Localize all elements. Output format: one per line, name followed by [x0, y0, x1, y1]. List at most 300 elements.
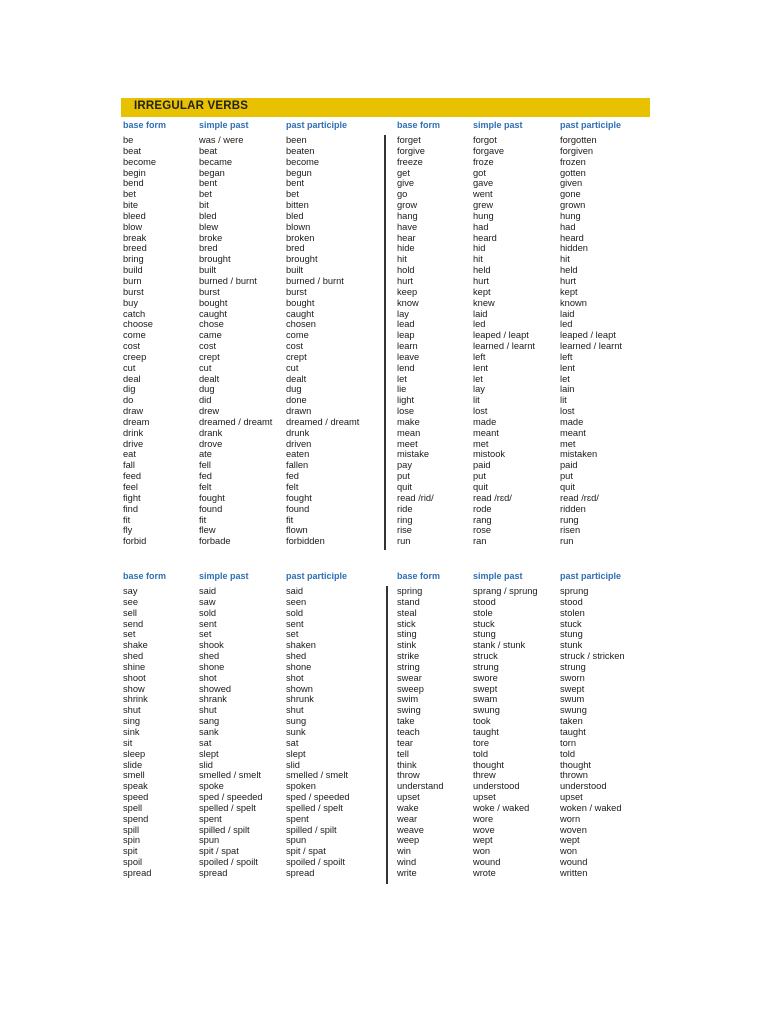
past-participle-cell: fed: [286, 471, 299, 482]
base-form-cell: forgive: [397, 145, 425, 156]
verb-row: [395, 460, 659, 471]
base-form-cell: hear: [397, 232, 416, 243]
verb-row: [121, 211, 385, 222]
verb-row: [121, 781, 385, 792]
base-form-cell: shrink: [123, 694, 148, 705]
base-form-cell: slide: [123, 759, 143, 770]
verb-row: [395, 694, 659, 705]
past-participle-cell: run: [560, 536, 574, 547]
past-participle-cell: lain: [560, 384, 575, 395]
verb-row: [121, 651, 385, 662]
base-form-cell: upset: [397, 792, 420, 803]
verb-row: [121, 135, 385, 146]
verb-row: [395, 352, 659, 363]
base-form-cell: shed: [123, 651, 144, 662]
verb-row: [395, 189, 659, 200]
past-participle-cell: taken: [560, 716, 583, 727]
past-participle-cell: known: [560, 297, 587, 308]
simple-past-cell: spelled / spelt: [199, 802, 256, 813]
verb-row: [395, 825, 659, 836]
simple-past-cell: bred: [199, 243, 218, 254]
past-participle-cell: left: [560, 351, 573, 362]
verb-rows: [121, 135, 385, 547]
simple-past-cell: upset: [473, 792, 496, 803]
past-participle-cell: done: [286, 395, 307, 406]
past-participle-cell: spread: [286, 867, 315, 878]
simple-past-cell: led: [473, 319, 486, 330]
verb-row: [395, 233, 659, 244]
simple-past-cell: told: [473, 748, 488, 759]
verb-row: [121, 352, 385, 363]
verb-row: [121, 835, 385, 846]
base-form-cell: ring: [397, 514, 413, 525]
base-form-cell: sweep: [397, 683, 424, 694]
header-past-participle: past participle: [286, 571, 348, 581]
base-form-cell: hold: [397, 265, 415, 276]
simple-past-cell: fed: [199, 471, 212, 482]
verb-row: [395, 515, 659, 526]
base-form-cell: swing: [397, 705, 421, 716]
verb-row: [395, 619, 659, 630]
base-form-cell: fall: [123, 460, 135, 471]
base-form-cell: wind: [397, 857, 417, 868]
past-participle-cell: eaten: [286, 449, 310, 460]
simple-past-cell: took: [473, 716, 491, 727]
header-base-form: base form: [123, 571, 167, 581]
base-form-cell: tell: [397, 748, 409, 759]
past-participle-cell: flown: [286, 525, 308, 536]
verb-row: [121, 265, 385, 276]
base-form-cell: understand: [397, 781, 444, 792]
simple-past-cell: did: [199, 395, 212, 406]
simple-past-cell: spun: [199, 835, 220, 846]
simple-past-cell: bet: [199, 189, 212, 200]
simple-past-cell: stole: [473, 607, 493, 618]
base-form-cell: cut: [123, 362, 136, 373]
verb-row: [395, 770, 659, 781]
simple-past-cell: dealt: [199, 373, 220, 384]
base-form-cell: sit: [123, 737, 133, 748]
base-form-cell: choose: [123, 319, 153, 330]
simple-past-cell: bent: [199, 178, 218, 189]
base-form-cell: show: [123, 683, 145, 694]
simple-past-cell: stuck: [473, 618, 495, 629]
simple-past-cell: shrank: [199, 694, 227, 705]
base-form-cell: lie: [397, 384, 407, 395]
past-participle-cell: sworn: [560, 672, 585, 683]
verb-row: [121, 222, 385, 233]
base-form-cell: meet: [397, 438, 418, 449]
past-participle-cell: blown: [286, 221, 311, 232]
verb-row: [395, 662, 659, 673]
base-form-cell: fly: [123, 525, 133, 536]
verb-row: [395, 200, 659, 211]
base-form-cell: steal: [397, 607, 417, 618]
base-form-cell: sting: [397, 629, 417, 640]
simple-past-cell: slept: [199, 748, 219, 759]
base-form-cell: take: [397, 716, 415, 727]
header-base-form: base form: [397, 120, 441, 130]
simple-past-cell: slid: [199, 759, 213, 770]
past-participle-cell: gone: [560, 189, 581, 200]
base-form-cell: spoil: [123, 857, 143, 868]
simple-past-cell: froze: [473, 156, 494, 167]
base-form-cell: shoot: [123, 672, 146, 683]
simple-past-cell: found: [199, 503, 223, 514]
verb-row: [121, 276, 385, 287]
verb-row: [395, 168, 659, 179]
base-form-cell: let: [397, 373, 407, 384]
simple-past-cell: woke / waked: [473, 802, 530, 813]
past-participle-cell: forgotten: [560, 135, 597, 145]
past-participle-cell: swung: [560, 705, 587, 716]
base-form-cell: think: [397, 759, 417, 770]
base-form-cell: spill: [123, 824, 140, 835]
base-form-cell: forbid: [123, 536, 147, 547]
past-participle-cell: paid: [560, 460, 578, 471]
verb-row: [395, 781, 659, 792]
header-simple-past: simple past: [473, 120, 523, 130]
base-form-cell: rise: [397, 525, 412, 536]
simple-past-cell: fought: [199, 492, 225, 503]
base-form-cell: teach: [397, 726, 420, 737]
verb-row: [121, 395, 385, 406]
past-participle-cell: written: [560, 867, 588, 878]
simple-past-cell: drove: [199, 438, 223, 449]
simple-past-cell: forgave: [473, 145, 505, 156]
past-participle-cell: stolen: [560, 607, 585, 618]
base-form-cell: spend: [123, 813, 149, 824]
past-participle-cell: met: [560, 438, 576, 449]
base-form-cell: forget: [397, 135, 421, 145]
base-form-cell: burst: [123, 286, 144, 297]
verb-row: [121, 749, 385, 760]
base-form-cell: string: [397, 661, 420, 672]
past-participle-cell: bet: [286, 189, 299, 200]
simple-past-cell: struck: [473, 651, 498, 662]
verb-row: [121, 189, 385, 200]
past-participle-cell: learned / learnt: [560, 341, 623, 352]
simple-past-cell: learned / learnt: [473, 341, 536, 352]
past-participle-cell: struck / stricken: [560, 651, 625, 662]
verb-row: [121, 857, 385, 868]
simple-past-cell: burst: [199, 286, 220, 297]
base-form-cell: deal: [123, 373, 141, 384]
base-form-cell: find: [123, 503, 138, 514]
simple-past-cell: lost: [473, 406, 488, 417]
base-form-cell: cost: [123, 341, 141, 352]
verb-row: [121, 330, 385, 341]
past-participle-cell: leaped / leapt: [560, 330, 616, 341]
verb-row: [395, 211, 659, 222]
verb-row: [121, 406, 385, 417]
verb-row: [395, 684, 659, 695]
base-form-cell: burn: [123, 275, 142, 286]
simple-past-cell: caught: [199, 308, 227, 319]
base-form-cell: shake: [123, 640, 148, 651]
past-participle-cell: burned / burnt: [286, 275, 344, 286]
past-participle-cell: let: [560, 373, 570, 384]
base-form-cell: make: [397, 416, 420, 427]
verb-row: [395, 406, 659, 417]
verb-row: [395, 243, 659, 254]
past-participle-cell: woken / waked: [560, 802, 622, 813]
verb-row: [121, 504, 385, 515]
past-participle-cell: sent: [286, 618, 304, 629]
past-participle-cell: found: [286, 503, 310, 514]
simple-past-cell: left: [473, 351, 486, 362]
simple-past-cell: spent: [199, 813, 222, 824]
simple-past-cell: swung: [473, 705, 500, 716]
past-participle-cell: forbidden: [286, 536, 325, 547]
simple-past-cell: set: [199, 629, 212, 640]
base-form-cell: break: [123, 232, 147, 243]
simple-past-cell: drew: [199, 406, 220, 417]
base-form-cell: spin: [123, 835, 141, 846]
past-participle-cell: spent: [286, 813, 309, 824]
simple-past-cell: gave: [473, 178, 494, 189]
base-form-cell: weep: [397, 835, 420, 846]
past-participle-cell: cut: [286, 362, 299, 373]
base-form-cell: smell: [123, 770, 145, 781]
past-participle-cell: dreamed / dreamt: [286, 416, 360, 427]
simple-past-cell: let: [473, 373, 483, 384]
simple-past-cell: paid: [473, 460, 491, 471]
past-participle-cell: kept: [560, 286, 578, 297]
verb-row: [121, 168, 385, 179]
simple-past-cell: was / were: [199, 135, 244, 145]
simple-past-cell: read /rɛd/: [473, 492, 512, 503]
verb-row: [121, 814, 385, 825]
verb-row: [395, 727, 659, 738]
verb-row: [121, 341, 385, 352]
simple-past-cell: cost: [199, 341, 217, 352]
past-participle-cell: bent: [286, 178, 305, 189]
past-participle-cell: dealt: [286, 373, 307, 384]
simple-past-cell: wrote: [473, 867, 496, 878]
past-participle-cell: ridden: [560, 503, 586, 514]
simple-past-cell: shut: [199, 705, 217, 716]
base-form-cell: swear: [397, 672, 422, 683]
verb-row: [121, 792, 385, 803]
verb-row: [395, 651, 659, 662]
verb-row: [395, 525, 659, 536]
base-form-cell: creep: [123, 351, 147, 362]
simple-past-cell: rang: [473, 514, 492, 525]
simple-past-cell: shone: [199, 661, 225, 672]
past-participle-cell: stuck: [560, 618, 582, 629]
base-form-cell: speak: [123, 781, 148, 792]
base-form-cell: speed: [123, 792, 149, 803]
past-participle-cell: spilled / spilt: [286, 824, 337, 835]
verb-row: [395, 254, 659, 265]
past-participle-cell: spun: [286, 835, 307, 846]
past-participle-cell: worn: [560, 813, 581, 824]
verb-row: [121, 868, 385, 879]
header-base-form: base form: [397, 571, 441, 581]
simple-past-cell: smelled / smelt: [199, 770, 261, 781]
base-form-cell: weave: [397, 824, 424, 835]
verb-row: [121, 146, 385, 157]
verb-row: [395, 835, 659, 846]
past-participle-cell: meant: [560, 427, 586, 438]
base-form-cell: ride: [397, 503, 413, 514]
simple-past-cell: met: [473, 438, 489, 449]
past-participle-cell: shaken: [286, 640, 316, 651]
past-participle-cell: bought: [286, 297, 315, 308]
past-participle-cell: sold: [286, 607, 304, 618]
simple-past-cell: sent: [199, 618, 217, 629]
past-participle-cell: smelled / smelt: [286, 770, 348, 781]
verb-row: [121, 460, 385, 471]
simple-past-cell: sold: [199, 607, 217, 618]
verb-row: [395, 135, 659, 146]
simple-past-cell: blew: [199, 221, 219, 232]
simple-past-cell: drank: [199, 427, 223, 438]
past-participle-cell: frozen: [560, 156, 586, 167]
past-participle-cell: chosen: [286, 319, 316, 330]
simple-past-cell: began: [199, 167, 225, 178]
verb-row: [121, 319, 385, 330]
verb-row: [121, 363, 385, 374]
simple-past-cell: rose: [473, 525, 492, 536]
past-participle-cell: set: [286, 629, 299, 640]
verb-row: [121, 525, 385, 536]
past-participle-cell: held: [560, 265, 578, 276]
base-form-cell: give: [397, 178, 415, 189]
base-form-cell: fight: [123, 492, 141, 503]
past-participle-cell: spelled / spelt: [286, 802, 343, 813]
base-form-cell: feed: [123, 471, 142, 482]
verb-row: [395, 146, 659, 157]
past-participle-cell: driven: [286, 438, 312, 449]
base-form-cell: put: [397, 471, 410, 482]
verb-row: [121, 384, 385, 395]
base-form-cell: mistake: [397, 449, 430, 460]
base-form-cell: freeze: [397, 156, 423, 167]
simple-past-cell: stung: [473, 629, 496, 640]
verb-row: [121, 738, 385, 749]
base-form-cell: swim: [397, 694, 419, 705]
simple-past-cell: sank: [199, 726, 219, 737]
past-participle-cell: put: [560, 471, 573, 482]
verb-row: [121, 417, 385, 428]
verb-row: [395, 428, 659, 439]
base-form-cell: beat: [123, 145, 142, 156]
base-form-cell: breed: [123, 243, 147, 254]
verb-row: [121, 597, 385, 608]
verb-row: [121, 803, 385, 814]
past-participle-cell: fit: [286, 514, 294, 525]
base-form-cell: sink: [123, 726, 140, 737]
simple-past-cell: dug: [199, 384, 215, 395]
verb-row: [395, 276, 659, 287]
verb-row: [121, 243, 385, 254]
simple-past-cell: spilled / spilt: [199, 824, 250, 835]
past-participle-cell: given: [560, 178, 583, 189]
simple-past-cell: beat: [199, 145, 218, 156]
verb-row: [395, 792, 659, 803]
base-form-cell: lend: [397, 362, 415, 373]
past-participle-cell: shone: [286, 661, 312, 672]
past-participle-cell: bitten: [286, 200, 309, 211]
simple-past-cell: sprang / sprung: [473, 586, 538, 596]
base-form-cell: wake: [397, 802, 419, 813]
verb-row: [395, 597, 659, 608]
base-form-cell: know: [397, 297, 419, 308]
past-participle-cell: swept: [560, 683, 585, 694]
base-form-cell: spread: [123, 867, 152, 878]
simple-past-cell: kept: [473, 286, 491, 297]
verb-row: [121, 233, 385, 244]
verb-row: [121, 608, 385, 619]
past-participle-cell: heard: [560, 232, 584, 243]
base-form-cell: sleep: [123, 748, 146, 759]
past-participle-cell: been: [286, 135, 307, 145]
past-participle-cell: caught: [286, 308, 314, 319]
verb-row: [395, 608, 659, 619]
simple-past-cell: made: [473, 416, 497, 427]
base-form-cell: be: [123, 135, 134, 145]
simple-past-cell: hit: [473, 254, 483, 265]
verb-row: [395, 749, 659, 760]
past-participle-cell: stood: [560, 596, 583, 607]
base-form-cell: go: [397, 189, 408, 200]
verb-row: [121, 482, 385, 493]
verb-row: [121, 428, 385, 439]
past-participle-cell: grown: [560, 200, 586, 211]
past-participle-cell: strung: [560, 661, 586, 672]
simple-past-cell: strung: [473, 661, 499, 672]
simple-past-cell: fell: [199, 460, 211, 471]
verb-row: [121, 673, 385, 684]
simple-past-cell: lent: [473, 362, 488, 373]
past-participle-cell: sung: [286, 716, 307, 727]
verb-row: [395, 330, 659, 341]
base-form-cell: sing: [123, 716, 141, 727]
verb-row: [395, 395, 659, 406]
verb-row: [395, 374, 659, 385]
simple-past-cell: swore: [473, 672, 498, 683]
verb-row: [395, 417, 659, 428]
verb-row: [395, 482, 659, 493]
verb-row: [121, 200, 385, 211]
past-participle-cell: lost: [560, 406, 575, 417]
base-form-cell: fit: [123, 514, 131, 525]
base-form-cell: learn: [397, 341, 418, 352]
base-form-cell: tear: [397, 737, 414, 748]
base-form-cell: write: [397, 867, 417, 878]
simple-past-cell: burned / burnt: [199, 275, 257, 286]
simple-past-cell: shed: [199, 651, 220, 662]
past-participle-cell: understood: [560, 781, 607, 792]
simple-past-cell: saw: [199, 596, 216, 607]
past-participle-cell: laid: [560, 308, 575, 319]
past-participle-cell: rung: [560, 514, 579, 525]
past-participle-cell: woven: [560, 824, 587, 835]
base-form-cell: see: [123, 596, 138, 607]
verb-row: [395, 673, 659, 684]
past-participle-cell: drawn: [286, 406, 312, 417]
base-form-cell: dream: [123, 416, 150, 427]
verb-row: [121, 770, 385, 781]
simple-past-cell: felt: [199, 482, 212, 492]
verb-row: [395, 384, 659, 395]
simple-past-cell: broke: [199, 232, 223, 243]
verb-row: [395, 586, 659, 597]
verb-row: [395, 363, 659, 374]
past-participle-cell: slid: [286, 759, 300, 770]
